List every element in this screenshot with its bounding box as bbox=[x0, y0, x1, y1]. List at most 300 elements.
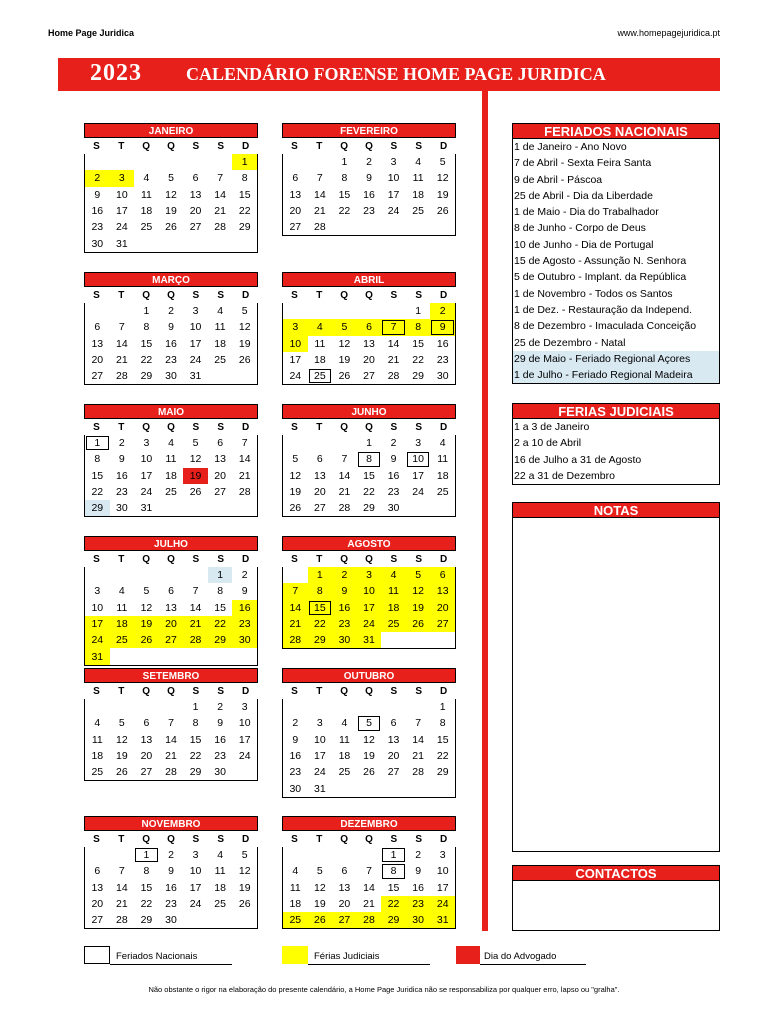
day-cell[interactable]: 28 bbox=[183, 632, 208, 648]
day-cell[interactable]: 20 bbox=[387, 750, 400, 763]
day-cell[interactable]: 25 bbox=[140, 221, 153, 234]
day-cell[interactable]: 9 bbox=[118, 453, 125, 466]
day-cell[interactable]: 11 bbox=[412, 172, 424, 185]
day-cell[interactable]: 17 bbox=[189, 881, 202, 894]
day-cell[interactable]: 5 bbox=[241, 849, 248, 862]
day-cell[interactable]: 1 bbox=[143, 305, 150, 318]
day-cell[interactable]: 16 bbox=[363, 188, 375, 201]
day-cell[interactable]: 4 bbox=[308, 319, 333, 335]
day-cell[interactable]: 20 bbox=[338, 898, 351, 911]
day-cell[interactable]: 4 bbox=[292, 865, 299, 878]
day-cell[interactable]: 30 bbox=[387, 502, 400, 515]
day-cell[interactable]: 1 bbox=[192, 701, 199, 714]
day-cell[interactable]: 29 bbox=[140, 370, 153, 383]
day-cell[interactable]: 31 bbox=[430, 912, 455, 928]
day-cell[interactable]: 19 bbox=[338, 354, 351, 367]
day-cell[interactable]: 14 bbox=[338, 469, 351, 482]
day-cell[interactable]: 19 bbox=[134, 616, 159, 632]
day-cell[interactable]: 15 bbox=[91, 469, 104, 482]
day-cell[interactable]: 25 bbox=[214, 354, 226, 367]
day-cell[interactable]: 23 bbox=[165, 898, 177, 911]
day-cell[interactable]: 9 bbox=[168, 321, 174, 334]
day-cell[interactable]: 31 bbox=[314, 782, 326, 795]
day-cell[interactable]: 6 bbox=[430, 567, 455, 583]
day-cell[interactable]: 16 bbox=[412, 881, 424, 894]
day-cell[interactable]: 23 bbox=[332, 616, 357, 632]
day-cell[interactable]: 18 bbox=[110, 616, 135, 632]
day-cell[interactable]: 10 bbox=[189, 865, 202, 878]
day-cell[interactable]: 1 bbox=[415, 305, 422, 318]
day-cell[interactable]: 20 bbox=[289, 205, 302, 218]
day-cell[interactable]: 28 bbox=[387, 370, 400, 383]
day-cell[interactable]: 4 bbox=[217, 305, 224, 318]
day-cell[interactable]: 12 bbox=[116, 733, 128, 746]
day-cell[interactable]: 30 bbox=[436, 370, 449, 383]
day-cell[interactable]: 14 bbox=[283, 600, 308, 616]
day-cell[interactable]: 8 bbox=[357, 451, 382, 467]
day-cell[interactable]: 9 bbox=[430, 319, 455, 335]
day-cell[interactable]: 15 bbox=[338, 188, 351, 201]
day-cell[interactable]: 21 bbox=[116, 898, 128, 911]
day-cell[interactable]: 26 bbox=[134, 632, 159, 648]
day-cell[interactable]: 7 bbox=[415, 717, 422, 730]
day-cell[interactable]: 29 bbox=[85, 500, 110, 516]
day-cell[interactable]: 24 bbox=[430, 896, 455, 912]
day-cell[interactable]: 25 bbox=[283, 912, 308, 928]
day-cell[interactable]: 13 bbox=[314, 469, 326, 482]
day-cell[interactable]: 18 bbox=[91, 750, 104, 763]
day-cell[interactable]: 23 bbox=[91, 221, 104, 234]
day-cell[interactable]: 5 bbox=[143, 585, 150, 598]
day-cell[interactable]: 26 bbox=[165, 221, 177, 234]
day-cell[interactable]: 23 bbox=[214, 750, 226, 763]
day-cell[interactable]: 2 bbox=[292, 717, 299, 730]
day-cell[interactable]: 19 bbox=[436, 188, 449, 201]
day-cell[interactable]: 5 bbox=[192, 437, 199, 450]
day-cell[interactable]: 29 bbox=[189, 766, 202, 779]
day-cell[interactable]: 22 bbox=[189, 750, 202, 763]
contactos-box[interactable] bbox=[512, 881, 720, 931]
day-cell[interactable]: 23 bbox=[406, 896, 431, 912]
day-cell[interactable]: 7 bbox=[381, 319, 406, 335]
day-cell[interactable]: 28 bbox=[314, 221, 326, 234]
day-cell[interactable]: 13 bbox=[91, 881, 104, 894]
day-cell[interactable]: 5 bbox=[439, 156, 446, 169]
day-cell[interactable]: 18 bbox=[412, 188, 424, 201]
day-cell[interactable]: 21 bbox=[387, 354, 400, 367]
day-cell[interactable]: 27 bbox=[189, 221, 202, 234]
day-cell[interactable]: 7 bbox=[341, 453, 348, 466]
day-cell[interactable]: 5 bbox=[118, 717, 125, 730]
day-cell[interactable]: 4 bbox=[118, 585, 125, 598]
day-cell[interactable]: 29 bbox=[363, 502, 375, 515]
day-cell[interactable]: 2 bbox=[168, 849, 174, 862]
day-cell[interactable]: 29 bbox=[140, 914, 153, 927]
day-cell[interactable]: 7 bbox=[118, 321, 125, 334]
day-cell[interactable]: 26 bbox=[308, 912, 333, 928]
day-cell[interactable]: 10 bbox=[436, 865, 449, 878]
day-cell[interactable]: 21 bbox=[412, 750, 424, 763]
day-cell[interactable]: 30 bbox=[232, 632, 257, 648]
day-cell[interactable]: 8 bbox=[143, 321, 150, 334]
day-cell[interactable]: 30 bbox=[406, 912, 431, 928]
day-cell[interactable]: 23 bbox=[232, 616, 257, 632]
day-cell[interactable]: 26 bbox=[238, 354, 251, 367]
day-cell[interactable]: 9 bbox=[390, 453, 397, 466]
day-cell[interactable]: 22 bbox=[140, 898, 153, 911]
day-cell[interactable]: 12 bbox=[238, 321, 251, 334]
day-cell[interactable]: 4 bbox=[217, 849, 224, 862]
day-cell[interactable]: 28 bbox=[165, 766, 177, 779]
day-cell[interactable]: 25 bbox=[214, 898, 226, 911]
day-cell[interactable]: 9 bbox=[292, 733, 299, 746]
day-cell[interactable]: 12 bbox=[289, 469, 302, 482]
day-cell[interactable]: 10 bbox=[140, 453, 153, 466]
day-cell[interactable]: 18 bbox=[338, 750, 351, 763]
day-cell[interactable]: 24 bbox=[289, 370, 302, 383]
day-cell[interactable]: 17 bbox=[314, 750, 326, 763]
day-cell[interactable]: 17 bbox=[238, 733, 251, 746]
day-cell[interactable]: 12 bbox=[238, 865, 251, 878]
day-cell[interactable]: 26 bbox=[338, 370, 351, 383]
day-cell[interactable]: 15 bbox=[238, 188, 251, 201]
day-cell[interactable]: 8 bbox=[241, 172, 248, 185]
day-cell[interactable]: 30 bbox=[214, 766, 226, 779]
day-cell[interactable]: 16 bbox=[214, 733, 226, 746]
day-cell[interactable]: 25 bbox=[91, 766, 104, 779]
day-cell[interactable]: 18 bbox=[381, 600, 406, 616]
day-cell[interactable]: 22 bbox=[381, 896, 406, 912]
day-cell[interactable]: 16 bbox=[436, 337, 449, 350]
day-cell[interactable]: 10 bbox=[189, 321, 202, 334]
day-cell[interactable]: 22 bbox=[238, 205, 251, 218]
day-cell[interactable]: 8 bbox=[439, 717, 446, 730]
day-cell[interactable]: 8 bbox=[143, 865, 150, 878]
day-cell[interactable]: 14 bbox=[116, 337, 128, 350]
day-cell[interactable]: 18 bbox=[314, 354, 326, 367]
day-cell[interactable]: 29 bbox=[208, 632, 233, 648]
day-cell[interactable]: 1 bbox=[381, 847, 406, 863]
day-cell[interactable]: 1 bbox=[134, 847, 159, 863]
day-cell[interactable]: 1 bbox=[85, 435, 110, 451]
day-cell[interactable]: 14 bbox=[165, 733, 177, 746]
day-cell[interactable]: 25 bbox=[308, 368, 333, 384]
day-cell[interactable]: 14 bbox=[412, 733, 424, 746]
day-cell[interactable]: 23 bbox=[436, 354, 449, 367]
day-cell[interactable]: 5 bbox=[316, 865, 323, 878]
day-cell[interactable]: 13 bbox=[140, 733, 153, 746]
day-cell[interactable]: 19 bbox=[165, 205, 177, 218]
day-cell[interactable]: 31 bbox=[140, 502, 153, 515]
day-cell[interactable]: 9 bbox=[332, 583, 357, 599]
day-cell[interactable]: 21 bbox=[183, 616, 208, 632]
day-cell[interactable]: 27 bbox=[159, 632, 184, 648]
day-cell[interactable]: 26 bbox=[436, 205, 449, 218]
day-cell[interactable]: 16 bbox=[116, 469, 128, 482]
day-cell[interactable]: 1 bbox=[341, 156, 348, 169]
day-cell[interactable]: 13 bbox=[165, 601, 177, 614]
day-cell[interactable]: 11 bbox=[289, 881, 301, 894]
day-cell[interactable]: 9 bbox=[366, 172, 372, 185]
day-cell[interactable]: 19 bbox=[363, 750, 375, 763]
day-cell[interactable]: 19 bbox=[238, 881, 251, 894]
day-cell[interactable]: 13 bbox=[189, 188, 202, 201]
day-cell[interactable]: 23 bbox=[387, 486, 400, 499]
day-cell[interactable]: 25 bbox=[338, 766, 351, 779]
day-cell[interactable]: 12 bbox=[189, 453, 202, 466]
day-cell[interactable]: 20 bbox=[91, 354, 104, 367]
day-cell[interactable]: 3 bbox=[192, 849, 199, 862]
day-cell[interactable]: 15 bbox=[214, 601, 226, 614]
day-cell[interactable]: 5 bbox=[332, 319, 357, 335]
day-cell[interactable]: 12 bbox=[314, 881, 326, 894]
day-cell[interactable]: 27 bbox=[214, 486, 226, 499]
day-cell[interactable]: 4 bbox=[415, 156, 422, 169]
day-cell[interactable]: 20 bbox=[214, 469, 226, 482]
day-cell[interactable]: 27 bbox=[314, 502, 326, 515]
day-cell[interactable]: 23 bbox=[289, 766, 302, 779]
day-cell[interactable]: 14 bbox=[314, 188, 326, 201]
day-cell[interactable]: 7 bbox=[118, 865, 125, 878]
day-cell[interactable]: 14 bbox=[238, 453, 251, 466]
day-cell[interactable]: 16 bbox=[91, 205, 104, 218]
day-cell[interactable]: 10 bbox=[238, 717, 251, 730]
day-cell[interactable]: 28 bbox=[338, 502, 351, 515]
day-cell[interactable]: 3 bbox=[390, 156, 397, 169]
day-cell[interactable]: 20 bbox=[189, 205, 202, 218]
day-cell[interactable]: 11 bbox=[338, 733, 350, 746]
day-cell[interactable]: 19 bbox=[289, 486, 302, 499]
day-cell[interactable]: 13 bbox=[91, 337, 104, 350]
day-cell[interactable]: 22 bbox=[140, 354, 153, 367]
day-cell[interactable]: 5 bbox=[357, 715, 382, 731]
day-cell[interactable]: 2 bbox=[366, 156, 372, 169]
day-cell[interactable]: 13 bbox=[338, 881, 351, 894]
day-cell[interactable]: 12 bbox=[363, 733, 375, 746]
day-cell[interactable]: 4 bbox=[168, 437, 174, 450]
day-cell[interactable]: 22 bbox=[308, 616, 333, 632]
day-cell[interactable]: 14 bbox=[363, 881, 375, 894]
day-cell[interactable]: 14 bbox=[214, 188, 226, 201]
day-cell[interactable]: 30 bbox=[165, 914, 177, 927]
day-cell[interactable]: 3 bbox=[357, 567, 382, 583]
day-cell[interactable]: 13 bbox=[387, 733, 400, 746]
day-cell[interactable]: 19 bbox=[116, 750, 128, 763]
day-cell[interactable]: 7 bbox=[217, 172, 224, 185]
day-cell[interactable]: 29 bbox=[308, 632, 333, 648]
day-cell[interactable]: 13 bbox=[214, 453, 226, 466]
day-cell[interactable]: 24 bbox=[314, 766, 326, 779]
day-cell[interactable]: 1 bbox=[366, 437, 372, 450]
day-cell[interactable]: 15 bbox=[140, 881, 153, 894]
day-cell[interactable]: 12 bbox=[165, 188, 177, 201]
day-cell[interactable]: 18 bbox=[289, 898, 302, 911]
day-cell[interactable]: 15 bbox=[189, 733, 202, 746]
day-cell[interactable]: 12 bbox=[436, 172, 449, 185]
day-cell[interactable]: 20 bbox=[430, 600, 455, 616]
day-cell[interactable]: 27 bbox=[91, 370, 104, 383]
day-cell[interactable]: 24 bbox=[85, 632, 110, 648]
day-cell[interactable]: 21 bbox=[238, 469, 251, 482]
day-cell[interactable]: 31 bbox=[357, 632, 382, 648]
day-cell[interactable]: 10 bbox=[116, 188, 128, 201]
day-cell[interactable]: 15 bbox=[363, 469, 375, 482]
day-cell[interactable]: 27 bbox=[430, 616, 455, 632]
day-cell[interactable]: 2 bbox=[332, 567, 357, 583]
day-cell[interactable]: 29 bbox=[238, 221, 251, 234]
day-cell[interactable]: 7 bbox=[241, 437, 248, 450]
day-cell[interactable]: 21 bbox=[283, 616, 308, 632]
day-cell[interactable]: 8 bbox=[341, 172, 348, 185]
day-cell[interactable]: 17 bbox=[189, 337, 202, 350]
day-cell[interactable]: 8 bbox=[406, 319, 431, 335]
day-cell[interactable]: 2 bbox=[217, 701, 224, 714]
day-cell[interactable]: 6 bbox=[316, 453, 323, 466]
day-cell[interactable]: 27 bbox=[289, 221, 302, 234]
day-cell[interactable]: 30 bbox=[165, 370, 177, 383]
day-cell[interactable]: 21 bbox=[165, 750, 177, 763]
day-cell[interactable]: 21 bbox=[338, 486, 351, 499]
day-cell[interactable]: 3 bbox=[143, 437, 150, 450]
day-cell[interactable]: 24 bbox=[140, 486, 153, 499]
day-cell[interactable]: 17 bbox=[116, 205, 128, 218]
day-cell[interactable]: 3 bbox=[283, 319, 308, 335]
day-cell[interactable]: 28 bbox=[412, 766, 424, 779]
day-cell[interactable]: 21 bbox=[116, 354, 128, 367]
day-cell[interactable]: 24 bbox=[238, 750, 251, 763]
day-cell[interactable]: 14 bbox=[116, 881, 128, 894]
day-cell[interactable]: 9 bbox=[241, 585, 248, 598]
day-cell[interactable]: 3 bbox=[110, 170, 135, 186]
day-cell[interactable]: 17 bbox=[289, 354, 302, 367]
day-cell[interactable]: 15 bbox=[436, 733, 449, 746]
day-cell[interactable]: 18 bbox=[436, 469, 449, 482]
day-cell[interactable]: 25 bbox=[110, 632, 135, 648]
day-cell[interactable]: 15 bbox=[387, 881, 400, 894]
day-cell[interactable]: 24 bbox=[357, 616, 382, 632]
day-cell[interactable]: 6 bbox=[341, 865, 348, 878]
day-cell[interactable]: 20 bbox=[159, 616, 184, 632]
day-cell[interactable]: 5 bbox=[292, 453, 299, 466]
day-cell[interactable]: 1 bbox=[439, 701, 446, 714]
day-cell[interactable]: 13 bbox=[363, 337, 375, 350]
day-cell[interactable]: 24 bbox=[189, 354, 202, 367]
day-cell[interactable]: 27 bbox=[363, 370, 375, 383]
day-cell[interactable]: 25 bbox=[165, 486, 177, 499]
day-cell[interactable]: 16 bbox=[165, 881, 177, 894]
day-cell[interactable]: 11 bbox=[140, 188, 152, 201]
day-cell[interactable]: 27 bbox=[91, 914, 104, 927]
day-cell[interactable]: 17 bbox=[357, 600, 382, 616]
day-cell[interactable]: 23 bbox=[363, 205, 375, 218]
day-cell[interactable]: 9 bbox=[217, 717, 224, 730]
day-cell[interactable]: 2 bbox=[415, 849, 422, 862]
day-cell[interactable]: 28 bbox=[283, 632, 308, 648]
day-cell[interactable]: 17 bbox=[140, 469, 153, 482]
day-cell[interactable]: 2 bbox=[241, 569, 248, 582]
day-cell[interactable]: 20 bbox=[91, 898, 104, 911]
day-cell[interactable]: 12 bbox=[338, 337, 351, 350]
day-cell[interactable]: 10 bbox=[314, 733, 326, 746]
day-cell[interactable]: 4 bbox=[439, 437, 446, 450]
day-cell[interactable]: 7 bbox=[366, 865, 372, 878]
day-cell[interactable]: 31 bbox=[85, 648, 110, 664]
day-cell[interactable]: 10 bbox=[283, 336, 308, 352]
day-cell[interactable]: 24 bbox=[116, 221, 128, 234]
day-cell[interactable]: 19 bbox=[406, 600, 431, 616]
day-cell[interactable]: 26 bbox=[406, 616, 431, 632]
day-cell[interactable]: 28 bbox=[357, 912, 382, 928]
day-cell[interactable]: 14 bbox=[387, 337, 400, 350]
day-cell[interactable]: 2 bbox=[430, 303, 455, 319]
day-cell[interactable]: 2 bbox=[168, 305, 174, 318]
day-cell[interactable]: 11 bbox=[116, 601, 128, 614]
day-cell[interactable]: 23 bbox=[165, 354, 177, 367]
day-cell[interactable]: 6 bbox=[217, 437, 224, 450]
day-cell[interactable]: 3 bbox=[94, 585, 101, 598]
day-cell[interactable]: 3 bbox=[316, 717, 323, 730]
day-cell[interactable]: 11 bbox=[214, 321, 226, 334]
day-cell[interactable]: 11 bbox=[314, 337, 326, 350]
day-cell[interactable]: 6 bbox=[143, 717, 150, 730]
day-cell[interactable]: 5 bbox=[241, 305, 248, 318]
day-cell[interactable]: 2 bbox=[118, 437, 125, 450]
day-cell[interactable]: 18 bbox=[165, 469, 177, 482]
day-cell[interactable]: 8 bbox=[217, 585, 224, 598]
day-cell[interactable]: 10 bbox=[387, 172, 400, 185]
day-cell[interactable]: 4 bbox=[381, 567, 406, 583]
day-cell[interactable]: 1 bbox=[208, 567, 233, 583]
day-cell[interactable]: 11 bbox=[437, 453, 449, 466]
day-cell[interactable]: 6 bbox=[192, 172, 199, 185]
day-cell[interactable]: 8 bbox=[381, 863, 406, 879]
day-cell[interactable]: 13 bbox=[289, 188, 302, 201]
day-cell[interactable]: 11 bbox=[165, 453, 177, 466]
day-cell[interactable]: 23 bbox=[116, 486, 128, 499]
day-cell[interactable]: 17 bbox=[387, 188, 400, 201]
day-cell[interactable]: 10 bbox=[357, 583, 382, 599]
day-cell[interactable]: 8 bbox=[192, 717, 199, 730]
day-cell[interactable]: 29 bbox=[436, 766, 449, 779]
day-cell[interactable]: 22 bbox=[363, 486, 375, 499]
day-cell[interactable]: 7 bbox=[168, 717, 174, 730]
day-cell[interactable]: 24 bbox=[189, 898, 202, 911]
day-cell[interactable]: 9 bbox=[415, 865, 422, 878]
day-cell[interactable]: 28 bbox=[116, 370, 128, 383]
day-cell[interactable]: 28 bbox=[214, 221, 226, 234]
day-cell[interactable]: 28 bbox=[116, 914, 128, 927]
day-cell[interactable]: 16 bbox=[387, 469, 400, 482]
day-cell[interactable]: 29 bbox=[412, 370, 424, 383]
day-cell[interactable]: 29 bbox=[381, 912, 406, 928]
day-cell[interactable]: 24 bbox=[412, 486, 424, 499]
day-cell[interactable]: 11 bbox=[214, 865, 226, 878]
day-cell[interactable]: 15 bbox=[140, 337, 153, 350]
day-cell[interactable]: 17 bbox=[436, 881, 449, 894]
day-cell[interactable]: 8 bbox=[308, 583, 333, 599]
day-cell[interactable]: 5 bbox=[406, 567, 431, 583]
day-cell[interactable]: 5 bbox=[168, 172, 174, 185]
site-url[interactable]: www.homepagejuridica.pt bbox=[617, 28, 720, 38]
day-cell[interactable]: 30 bbox=[332, 632, 357, 648]
day-cell[interactable]: 26 bbox=[289, 502, 302, 515]
day-cell[interactable]: 21 bbox=[214, 205, 226, 218]
day-cell[interactable]: 30 bbox=[116, 502, 128, 515]
day-cell[interactable]: 24 bbox=[387, 205, 400, 218]
day-cell[interactable]: 3 bbox=[439, 849, 446, 862]
day-cell[interactable]: 31 bbox=[189, 370, 202, 383]
day-cell[interactable]: 16 bbox=[165, 337, 177, 350]
